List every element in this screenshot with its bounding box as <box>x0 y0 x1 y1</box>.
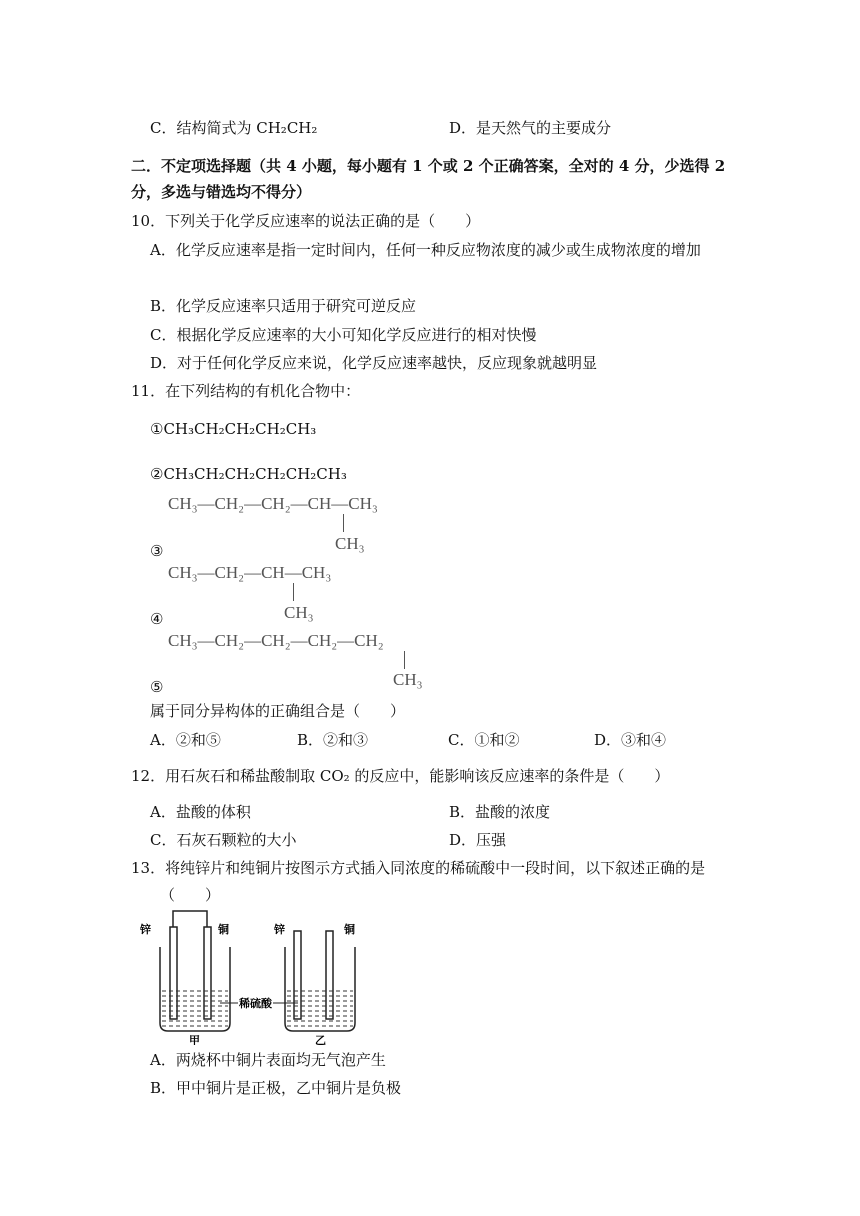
wire <box>173 911 207 927</box>
q11-structure-2: ②CH₃CH₂CH₂CH₂CH₂CH₃ <box>150 465 347 483</box>
q12-option-b: B．盐酸的浓度 <box>449 803 551 821</box>
structure-3-main-chain: CH₃—CH₂—CH₂—CH—CH₃ <box>168 494 378 513</box>
structure-4-main-chain: CH₃—CH₂—CH—CH₃ <box>168 563 332 582</box>
structure-4-number: ④ <box>150 610 164 628</box>
section-heading-cont: 分，多选与错选均不得分） <box>131 183 312 201</box>
q13-option-b: B．甲中铜片是正极，乙中铜片是负极 <box>150 1079 402 1097</box>
q11-option-d: D．③和④ <box>594 731 667 749</box>
q11-option-a: A．②和⑤ <box>150 731 221 749</box>
copper-plate-jia <box>204 927 211 1019</box>
q11-option-c: C．①和② <box>448 731 520 749</box>
structure-3-bond <box>343 514 344 532</box>
q12-option-d: D．压强 <box>449 831 507 849</box>
structure-5-branch: CH₃ <box>393 670 423 689</box>
structure-5-bond <box>404 651 405 669</box>
q10-option-a: A．化学反应速率是指一定时间内，任何一种反应物浓度的减少或生成物浓度的增加 <box>150 241 701 259</box>
label-copper-yi: 铜 <box>344 923 355 936</box>
label-zinc-yi: 锌 <box>274 923 285 936</box>
q13-option-a: A．两烧杯中铜片表面均无气泡产生 <box>150 1051 386 1069</box>
q12-option-a: A．盐酸的体积 <box>150 803 251 821</box>
label-beaker-yi: 乙 <box>315 1034 326 1045</box>
q10-option-b: B．化学反应速率只适用于研究可逆反应 <box>150 297 417 315</box>
label-beaker-jia: 甲 <box>189 1034 200 1045</box>
structure-4-bond <box>293 583 294 601</box>
q11-option-b: B．②和③ <box>297 731 369 749</box>
q11-question: 属于同分异构体的正确组合是（ ） <box>150 702 406 720</box>
q13-stem: 13．将纯锌片和纯铜片按图示方式插入同浓度的稀硫酸中一段时间，以下叙述正确的是 <box>131 859 706 877</box>
label-dilute-sulfuric-acid: 稀硫酸 <box>239 997 272 1010</box>
q12-stem: 12．用石灰石和稀盐酸制取 CO₂ 的反应中，能影响该反应速率的条件是（ ） <box>131 767 670 785</box>
zinc-plate-jia <box>170 927 177 1019</box>
q9-option-d: D．是天然气的主要成分 <box>449 119 612 137</box>
q10-option-d: D．对于任何化学反应来说，化学反应速率越快，反应现象就越明显 <box>150 354 598 372</box>
q9-option-c: C．结构简式为 CH₂CH₂ <box>150 119 318 137</box>
q11-structure-1: ①CH₃CH₂CH₂CH₂CH₃ <box>150 420 317 438</box>
structure-4-branch: CH₃ <box>284 603 314 622</box>
q10-stem: 10．下列关于化学反应速率的说法正确的是（ ） <box>131 212 481 230</box>
structure-3-branch: CH₃ <box>335 534 365 553</box>
q10-option-c: C．根据化学反应速率的大小可知化学反应进行的相对快慢 <box>150 326 537 344</box>
label-copper-jia: 铜 <box>218 923 229 936</box>
section-heading: 二．不定项选择题（共 4 小题，每小题有 1 个或 2 个正确答案，全对的 4 分，少选得 2 <box>131 157 726 175</box>
beaker-figure <box>140 905 380 1045</box>
q12-option-c: C．石灰石颗粒的大小 <box>150 831 297 849</box>
label-zinc-jia: 锌 <box>140 923 151 936</box>
q11-stem: 11．在下列结构的有机化合物中： <box>131 382 361 400</box>
structure-3-number: ③ <box>150 542 164 560</box>
structure-5-number: ⑤ <box>150 678 164 696</box>
q13-answer-paren: （ ） <box>160 886 221 904</box>
structure-5-main-chain: CH₃—CH₂—CH₂—CH₂—CH₂ <box>168 631 384 650</box>
